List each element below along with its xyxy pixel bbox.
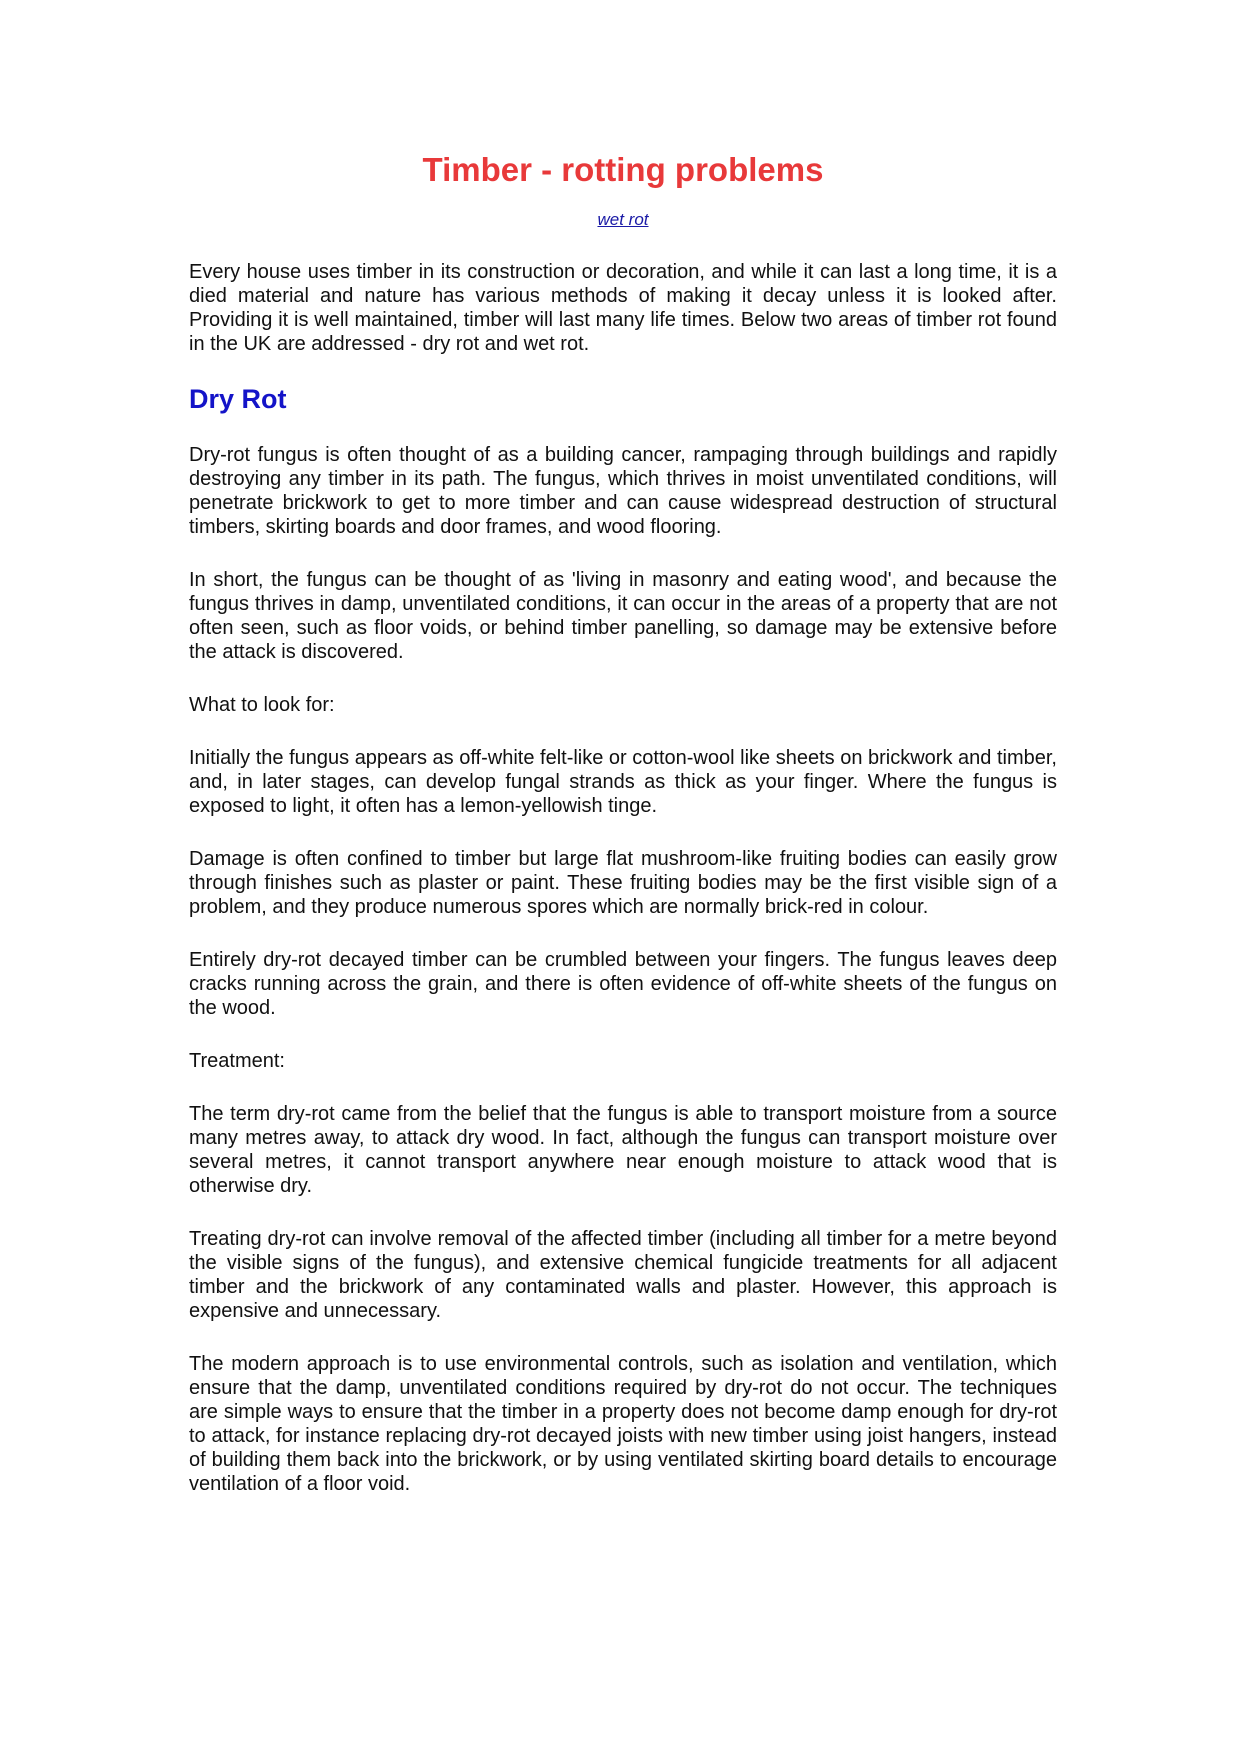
wet-rot-link[interactable]: wet rot bbox=[597, 210, 649, 229]
dry-rot-heading: Dry Rot bbox=[189, 384, 287, 414]
section-nav bbox=[189, 209, 1057, 231]
document-page bbox=[189, 148, 1057, 1496]
paragraph-modern-approach: The modern approach is to use environmental controls, such as isolation and ventilation, which ensure that the damp, unventilated conditions required by dry-rot do not occur. The techniques are simple ways to ensure that the timber in a property does not become damp enough for dry-rot to attack, for instance replacing dry-rot decayed joists with new timber using joist hangers, instead of building them back into the brickwork, or by using ventilated skirting board details to encourage ventilation of a floor void. bbox=[189, 1353, 1057, 1495]
paragraph-term-origin: The term dry-rot came from the belief that the fungus is able to transport moisture from a source many metres away, to attack dry wood. In fact, although the fungus can transport moisture over several metres, it cannot transport anywhere near enough moisture to attack wood that is otherwise dry. bbox=[189, 1103, 1057, 1197]
subheading-what-to-look-for: What to look for: bbox=[189, 694, 335, 716]
paragraph-appearance: Initially the fungus appears as off-white felt-like or cotton-wool like sheets on brickwork and timber, and, in later stages, can develop fungal strands as thick as your finger. Where the fungus is exposed to light, it often has a lemon-yellowish tinge. bbox=[189, 747, 1057, 817]
subheading-treatment: Treatment: bbox=[189, 1050, 285, 1072]
paragraph-decayed-timber: Entirely dry-rot decayed timber can be crumbled between your fingers. The fungus leaves deep cracks running across the grain, and there is often evidence of off-white sheets of the fungus on the wood. bbox=[189, 949, 1057, 1019]
paragraph-overview: Dry-rot fungus is often thought of as a building cancer, rampaging through buildings and rapidly destroying any timber in its path. The fungus, which thrives in moist unventilated conditions, will penetrate brickwork to get to more timber and can cause widespread destruction of structural timbers, skirting boards and door frames, and wood flooring. bbox=[189, 444, 1057, 538]
paragraph-damage: Damage is often confined to timber but large flat mushroom-like fruiting bodies can easily grow through finishes such as plaster or paint. These fruiting bodies may be the first visible sign of a problem, and they produce numerous spores which are normally brick-red in colour. bbox=[189, 848, 1057, 918]
paragraph-masonry: In short, the fungus can be thought of as 'living in masonry and eating wood', and because the fungus thrives in damp, unventilated conditions, it can occur in the areas of a property that are not often seen, such as floor voids, or behind timber panelling, so damage may be extensive before the attack is discovered. bbox=[189, 569, 1057, 663]
page-title: Timber - rotting problems bbox=[422, 151, 824, 188]
paragraph-treating: Treating dry-rot can involve removal of the affected timber (including all timber for a metre beyond the visible signs of the fungus), and extensive chemical fungicide treatments for all adjacent timber and the brickwork of any contaminated walls and plaster. However, this approach is expensive and unnecessary. bbox=[189, 1228, 1057, 1322]
intro-paragraph: Every house uses timber in its construction or decoration, and while it can last a long time, it is a died material and nature has various methods of making it decay unless it is looked after. Providing it is well maintained, timber will last many life times. Below two areas of timber rot found in the UK are addressed - dry rot and wet rot. bbox=[189, 261, 1057, 355]
